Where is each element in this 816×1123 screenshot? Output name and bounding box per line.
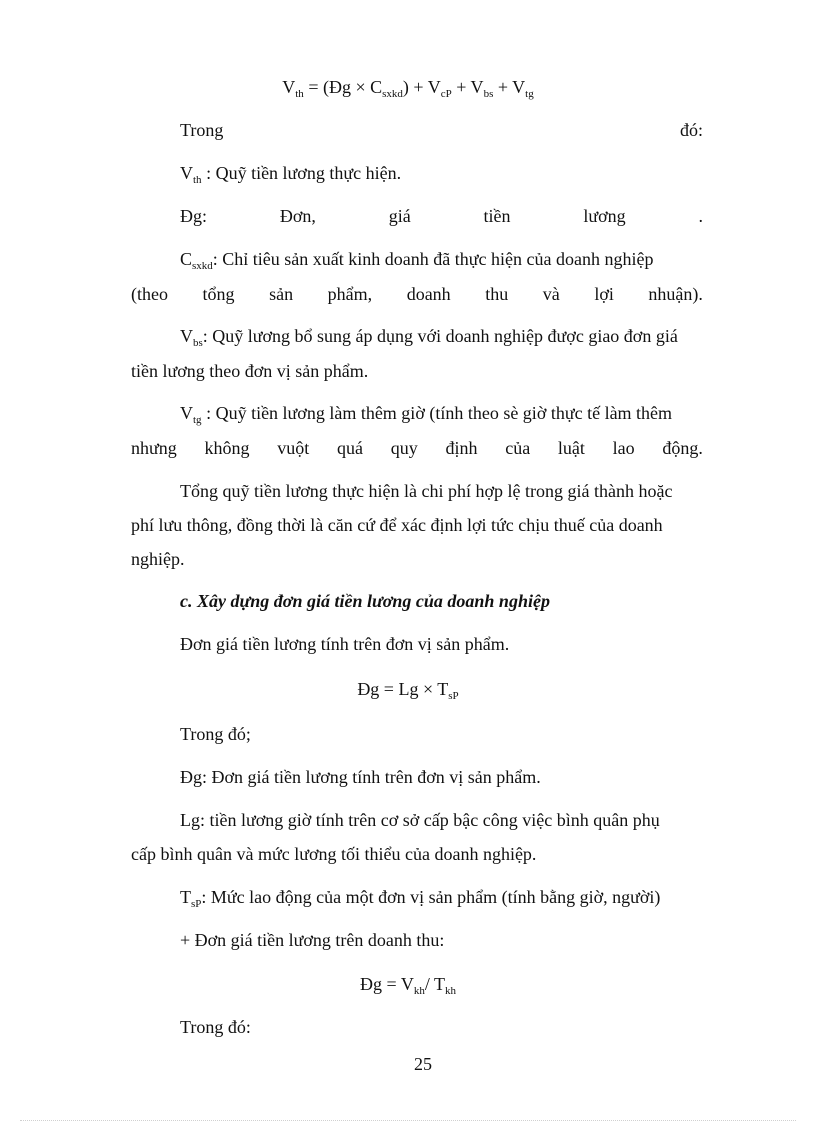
where-line-3: Trong đó:	[180, 1017, 251, 1037]
lg-definition-line-2: cấp bình quân và mức lương tối thiểu của doanh nghiệp.	[131, 844, 537, 864]
where-line-2: Trong đó;	[180, 724, 251, 744]
vtg-definition-line-1: $V_{tg}$ : Quỹ tiền lương làm thêm giờ (tính theo sè giờ thực tế làm thêm	[180, 403, 673, 426]
csxkd-definition-line-1: $C_{sxkd}$: Chỉ tiêu sản xuất kinh doanh đã thực hiện của doanh nghiệp	[180, 249, 654, 272]
revenue-price-intro: + Đơn giá tiền lương trên doanh thu:	[180, 930, 445, 950]
vbs-definition-line-1: $V_{bs}$: Quỹ lương bổ sung áp dụng với doanh nghiệp được giao đơn giá	[180, 326, 678, 349]
formula-vth: $V_{th}$ = (Đg × $C_{sxkd}) + V_{cP} + V_{bs} + V_{tg}$	[282, 77, 534, 100]
vbs-definition-line-2: tiền lương theo đơn vị sản phẩm.	[131, 361, 369, 381]
unit-price-intro: Đơn giá tiền lương tính trên đơn vị sản phẩm.	[180, 634, 510, 654]
lg-definition-line-1: Lg: tiền lương giờ tính trên cơ sở cấp bậc công việc bình quân phụ	[180, 810, 660, 830]
csxkd-definition-line-2: (theo tổng sản phẩm, doanh thu và lợi nhuận).	[131, 284, 703, 304]
total-fund-line-1: Tổng quỹ tiền lương thực hiện là chi phí hợp lệ trong giá thành hoặc	[180, 481, 673, 501]
page-number: 25	[414, 1054, 432, 1074]
section-heading-c: c. Xây dựng đơn giá tiền lương của doanh nghiệp	[180, 591, 550, 611]
where-line-1: Trong đó:	[180, 120, 703, 140]
dg-definition-2: Đg: Đơn giá tiền lương tính trên đơn vị sản phẩm.	[180, 767, 541, 787]
dg-definition: Đg: Đơn, giá tiền lương .	[180, 206, 703, 226]
total-fund-line-2: phí lưu thông, đồng thời là căn cứ để xác định lợi tức chịu thuế của doanh	[131, 515, 663, 535]
total-fund-line-3: nghiệp.	[131, 549, 185, 569]
tsp-definition: $T_{sP}$: Mức lao động của một đơn vị sản phẩm (tính bằng giờ, người)	[180, 887, 661, 910]
formula-dg-product: Đg = $Lg \times T_{sP}$	[357, 679, 459, 702]
formula-dg-revenue: Đg = $V_{kh}/$ $T_{kh}$	[360, 974, 456, 997]
vtg-definition-line-2: nhưng không vuột quá quy định của luật lao động.	[131, 438, 703, 458]
page-bottom-divider	[20, 1120, 796, 1121]
vth-definition: $V_{th}$ : Quỹ tiền lương thực hiện.	[180, 163, 402, 186]
